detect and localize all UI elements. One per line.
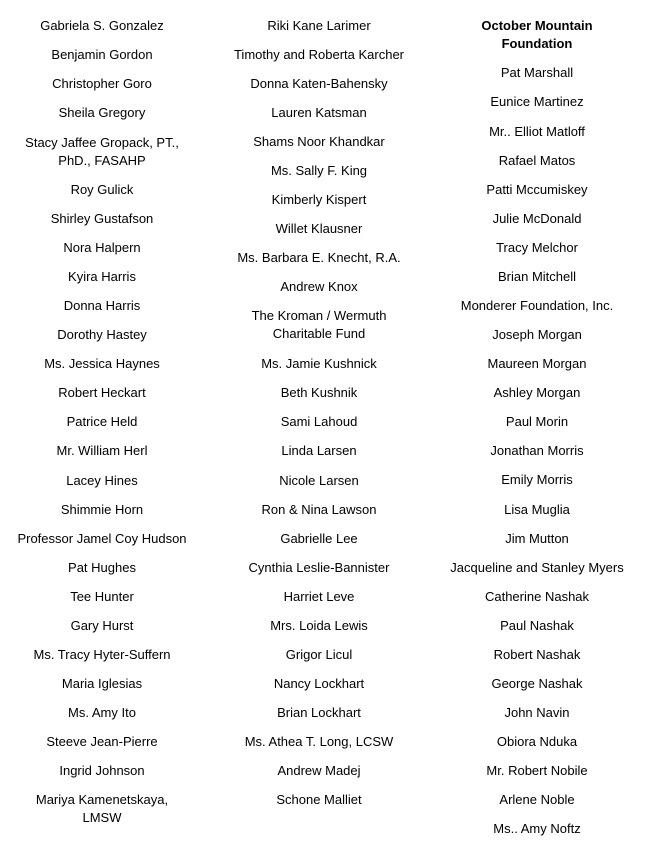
- donor-name: Nancy Lockhart: [273, 676, 365, 691]
- donor-name: Mr. William Herl: [56, 443, 148, 458]
- donor-name: Obiora Nduka: [496, 734, 578, 749]
- donor-name: Patrice Held: [66, 414, 138, 429]
- donor-name: Brian Mitchell: [497, 269, 577, 284]
- donor-name: Ms. Jamie Kushnick: [261, 356, 377, 371]
- donor-name: Donna Katen-Bahensky: [250, 76, 388, 91]
- donor-name: Ms.. Amy Noftz: [493, 821, 581, 836]
- donor-name: Ashley Morgan: [493, 385, 581, 400]
- donor-name: Nora Halpern: [63, 240, 141, 255]
- donor-name: Emily Morris: [501, 472, 573, 487]
- donor-name: John Navin: [504, 705, 570, 720]
- donor-name: Gary Hurst: [70, 618, 134, 633]
- donor-name: Donna Harris: [63, 298, 141, 313]
- donor-name: Schone Malliet: [276, 792, 362, 807]
- donor-name: Lauren Katsman: [271, 105, 367, 120]
- donor-name: Harriet Leve: [283, 589, 355, 604]
- donor-name: Riki Kane Larimer: [267, 18, 371, 33]
- donor-name: Tee Hunter: [70, 589, 134, 604]
- donor-name: Christopher Goro: [52, 76, 152, 91]
- donor-name: Mr.. Elliot Matloff: [489, 124, 585, 139]
- donor-name: Pat Marshall: [500, 65, 574, 80]
- donor-name: Rafael Matos: [498, 153, 576, 168]
- donor-name: Patti Mccumiskey: [486, 182, 588, 197]
- donor-name: Gabrielle Lee: [280, 531, 358, 546]
- donor-name: Benjamin Gordon: [51, 47, 153, 62]
- donor-name: Joseph Morgan: [492, 327, 582, 342]
- donor-name: Nicole Larsen: [279, 473, 359, 488]
- donor-name: Julie McDonald: [492, 211, 582, 226]
- donor-name: Cynthia Leslie-Bannister: [248, 560, 390, 575]
- donor-name: Tracy Melchor: [496, 240, 578, 255]
- donor-name: Arlene Noble: [499, 792, 575, 807]
- donor-name: Sheila Gregory: [58, 105, 146, 120]
- donor-name: Kimberly Kispert: [271, 192, 367, 207]
- donor-name: Ms. Tracy Hyter-Suffern: [33, 647, 171, 662]
- donor-name: Shams Noor Khandkar: [253, 134, 385, 149]
- donor-name: Shimmie Horn: [60, 502, 144, 517]
- donor-name: Mariya Kamenetskaya, LMSW: [35, 792, 169, 825]
- donor-name: Professor Jamel Coy Hudson: [17, 531, 187, 546]
- donor-name: Ron & Nina Lawson: [261, 502, 377, 517]
- donor-name: Ms. Sally F. King: [270, 163, 368, 178]
- donor-name: Andrew Madej: [277, 763, 361, 778]
- donor-name: Maureen Morgan: [487, 356, 587, 371]
- donor-name: Brian Lockhart: [277, 705, 361, 720]
- donor-name: George Nashak: [491, 676, 583, 691]
- donor-name: Mrs. Loida Lewis: [270, 618, 368, 633]
- donor-name: Dorothy Hastey: [57, 327, 147, 342]
- donor-name: Beth Kushnik: [280, 385, 358, 400]
- donor-name: Andrew Knox: [280, 279, 358, 294]
- donor-name: Willet Klausner: [275, 221, 363, 236]
- donor-name: Mr. Robert Nobile: [486, 763, 588, 778]
- donor-name: Stacy Jaffee Gropack, PT., PhD., FASAHP: [25, 135, 179, 168]
- donor-name: Jonathan Morris: [490, 443, 584, 458]
- donor-name: Pat Hughes: [68, 560, 136, 575]
- donor-name: Ingrid Johnson: [59, 763, 145, 778]
- donor-name: Ms. Amy Ito: [68, 705, 136, 720]
- donor-name: Kyira Harris: [68, 269, 136, 284]
- donor-name: Timothy and Roberta Karcher: [233, 47, 405, 62]
- donor-name: Lacey Hines: [66, 473, 138, 488]
- donor-name: Robert Nashak: [493, 647, 581, 662]
- donor-name: Catherine Nashak: [484, 589, 590, 604]
- donor-name: Shirley Gustafson: [50, 211, 154, 226]
- donor-name: Maria Iglesias: [61, 676, 143, 691]
- donor-name: Paul Nashak: [500, 618, 574, 633]
- donor-name: Sami Lahoud: [280, 414, 358, 429]
- donor-name: Robert Heckart: [58, 385, 146, 400]
- donor-name: Eunice Martinez: [490, 94, 584, 109]
- donor-name: Gabriela S. Gonzalez: [40, 18, 164, 33]
- donor-name: Steeve Jean-Pierre: [46, 734, 158, 749]
- donor-name: Roy Gulick: [70, 182, 134, 197]
- donor-name: Jim Mutton: [505, 531, 569, 546]
- donor-name: Ms. Jessica Haynes: [44, 356, 160, 371]
- donor-name: Lisa Muglia: [504, 502, 570, 517]
- donor-name: Monderer Foundation, Inc.: [460, 298, 614, 313]
- donor-name: Jacqueline and Stanley Myers: [450, 560, 624, 575]
- donor-name: Grigor Licul: [285, 647, 353, 662]
- donor-name: Paul Morin: [505, 414, 569, 429]
- donor-name: The Kroman / Wermuth Charitable Fund: [251, 308, 387, 341]
- donor-name-highlight: October Mountain Foundation: [481, 18, 593, 51]
- donor-name: Linda Larsen: [281, 443, 357, 458]
- donor-name: Ms. Barbara E. Knecht, R.A.: [237, 250, 401, 265]
- donor-name: Ms. Athea T. Long, LCSW: [244, 734, 394, 749]
